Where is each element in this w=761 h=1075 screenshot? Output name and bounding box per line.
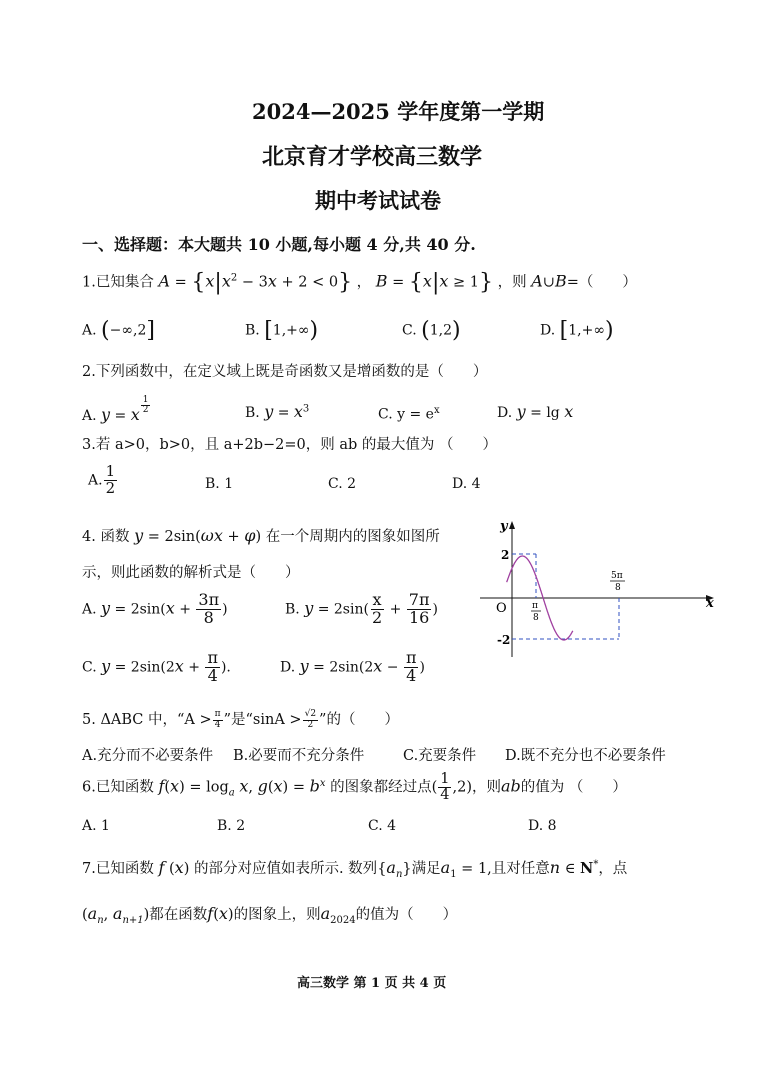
q2-option-b: B. $y = x^3$ [245, 402, 310, 421]
y-axis-label: y [500, 519, 508, 534]
q1-tail: ，则 [497, 274, 527, 291]
y-min-label: -2 [497, 633, 511, 647]
question-4: 4. 函数 y = 2sin(ωx + φ) 在一个周期内的图象如图所 [82, 526, 440, 545]
x1-label-num: π [532, 601, 538, 611]
question-7: 7.已知函数 f (x) 的部分对应值如表所示. 数列$\{a_n\}$满足$a_1 = 1$,且对任意n ∈ N*，点 [82, 858, 628, 880]
x2-label-num: 5π [611, 571, 623, 581]
q1-option-d: D. [1,+∞) [540, 318, 614, 343]
q5-option-a: A.充分而不必要条件 [82, 748, 214, 764]
q1-option-c: C. (1,2) [402, 318, 461, 343]
q1-mid: ， [356, 274, 372, 291]
question-3: 3.若 a>0，b>0，且 a+2b−2=0，则 ab 的最大值为 （ ） [82, 437, 498, 453]
sine-graph [470, 512, 730, 662]
q6-option-a: A. 1 [82, 818, 110, 834]
q5-option-c: C.充要条件 [403, 748, 477, 764]
q3-option-a: A. $\frac{1}{2}$ [88, 462, 116, 497]
school-title: 北京育才学校高三数学 [262, 144, 483, 170]
y-axis-arrow [509, 521, 515, 529]
question-4-line2: 示，则此函数的解析式是（ ） [82, 565, 300, 581]
y-max-label: 2 [501, 548, 510, 562]
q4-option-a: A. y = 2sin(x + $\frac{3\pi}{8}$ ) [82, 590, 228, 627]
year-term-title: 2024—2025 学年度第一学期 [252, 99, 545, 124]
q1-option-b: B. [1,+∞) [245, 318, 319, 343]
question-5: 5. ΔABC 中，“A > $\frac{\pi}{4}$ ”是“sinA > $\frac{√2}{2}$ ”的（ ） [82, 709, 399, 730]
question-1: 1.已知集合 $A = \{x|x^2 - 3x + 2 < 0\}$ ， B = {x|x ≥ 1} ，则 A∪B=（ ） [82, 270, 637, 295]
q4-option-d: D. y = 2sin(2x − $\frac{\pi}{4}$ ) [280, 648, 425, 685]
q1-paren: =（ ） [566, 274, 637, 291]
q4-option-b: B. y = 2sin( $\frac{x}{2}$ + $\frac{7\pi}{16}$ ) [285, 590, 438, 627]
q1-lead: 1.已知集合 [82, 274, 154, 291]
q5-option-b: B.必要而不充分条件 [233, 748, 365, 764]
q2-option-a: A. y = x $^{\frac{1}{2}}$ [82, 395, 149, 425]
x1-label-den: 8 [533, 613, 539, 623]
section-heading: 一、选择题：本大题共 10 小题,每小题 4 分,共 40 分. [82, 235, 476, 254]
q5-option-d: D.既不充分也不必要条件 [505, 748, 666, 764]
question-7-line2: ($a_n$, $a_{n+1}$)都在函数f(x)的图象上，则$a_{2024}$的值为（ ） [82, 904, 458, 926]
q2-option-d: D. y = lg x [497, 402, 574, 421]
q6-option-b: B. 2 [217, 818, 246, 834]
q6-option-d: D. 8 [528, 818, 557, 834]
x-axis-label: x [706, 596, 714, 611]
q3-option-d: D. 4 [452, 476, 481, 492]
q6-option-c: C. 4 [368, 818, 397, 834]
exam-title: 期中考试试卷 [315, 188, 441, 213]
q1-option-a: A. (−∞,2] [82, 318, 155, 343]
q3-option-b: B. 1 [205, 476, 234, 492]
q2-option-c: C. $y = e^x$ [378, 405, 440, 423]
question-2: 2.下列函数中，在定义域上既是奇函数又是增函数的是（ ） [82, 364, 488, 380]
x2-label-den: 8 [615, 583, 621, 593]
origin-label: O [496, 601, 507, 616]
q3-option-c: C. 2 [328, 476, 357, 492]
q4-option-c: C. y = 2sin(2x + $\frac{\pi}{4}$ ). [82, 648, 231, 685]
question-6: 6.已知函数 $f(x) = \log_a x$, $g(x) = b^x$ 的图象都经过点( $\frac{1}{4}$ ,2)，则ab的值为 （ ） [82, 771, 627, 804]
page-footer: 高三数学 第 1 页 共 4 页 [297, 976, 447, 991]
